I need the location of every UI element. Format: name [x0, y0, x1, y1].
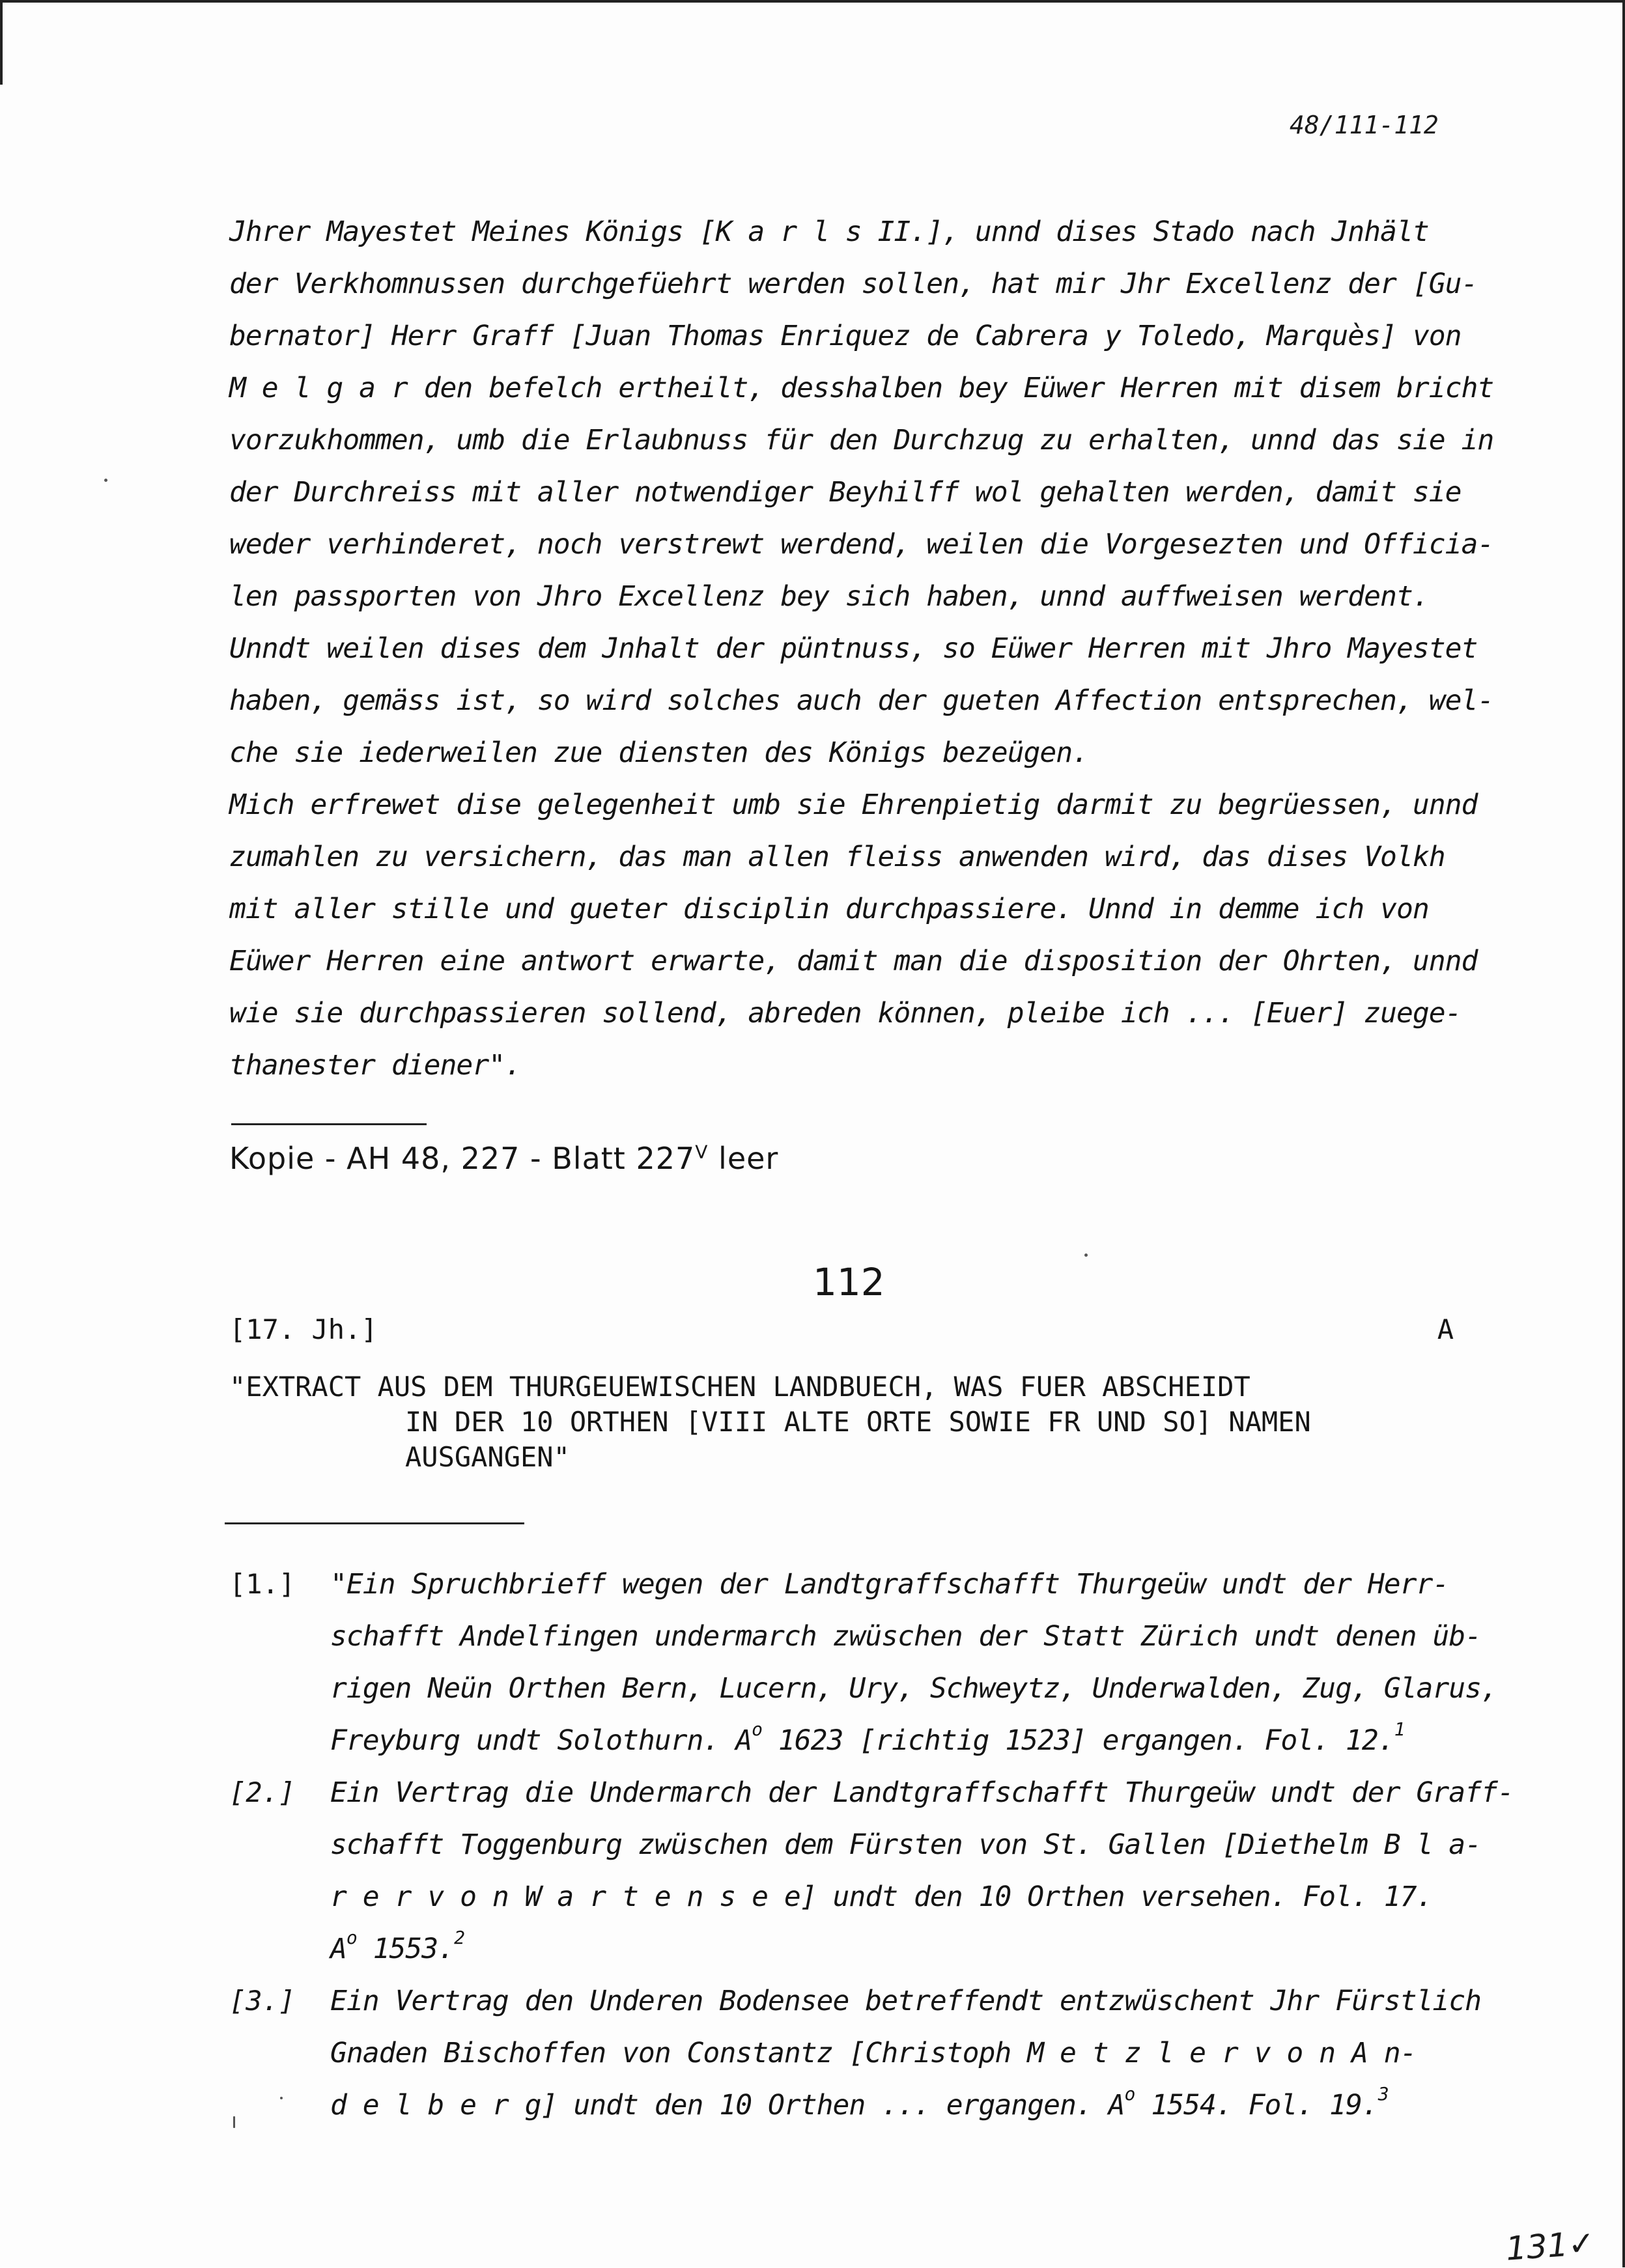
separator-rule: [231, 1123, 427, 1125]
body-line: weder verhinderet, noch verstrewt werdend, weilen die Vorgesezten und Officia-: [229, 528, 1494, 561]
list-item: [229, 1767, 1532, 1819]
body-line: M e l g a r den befelch ertheilt, desshalben bey Eüwer Herren mit disem bricht: [229, 372, 1494, 404]
date-line: [229, 1313, 1454, 1345]
item-last-line: [330, 1923, 464, 1975]
scan-speck: [233, 2116, 235, 2128]
item-last-text: A: [330, 1933, 346, 1965]
list-item: [229, 1558, 1532, 1610]
item-line-text: rigen Neün Orthen Bern, Lucern, Ury, Schweytz, Underwalden, Zug, Glarus,: [330, 1672, 1497, 1705]
body-line: der Durchreiss mit aller notwendiger Beyhilff wol gehalten werden, damit sie: [229, 476, 1462, 509]
item-last-rest: 1553.: [356, 1933, 455, 1965]
body-line: Eüwer Herren eine antwort erwarte, damit man die disposition der Ohrten, unnd: [229, 945, 1478, 977]
anno-superscript: o: [346, 1927, 357, 1948]
body-line: bernator] Herr Graff [Juan Thomas Enriquez de Cabrera y Toledo, Marquès] von: [229, 320, 1462, 352]
scan-speck: [280, 2097, 283, 2099]
list-item: [229, 1975, 1532, 2027]
folio-reference: 48/111-112: [1290, 111, 1439, 139]
document-title: [229, 1369, 1311, 1475]
body-line: vorzukhommen, umb die Erlaubnuss für den Durchzug zu erhalten, unnd das sie in: [229, 424, 1494, 456]
item-last-line: [330, 1715, 1404, 1767]
title-line: IN DER 10 ORTHEN [VIII ALTE ORTE SOWIE FR UND SO] NAMEN: [405, 1406, 1311, 1438]
footnote-marker: 2: [454, 1927, 464, 1948]
body-line: Jhrer Mayestet Meines Königs [K a r l s II.], unnd dises Stado nach Jnhält: [229, 216, 1429, 248]
item-number: [3.]: [229, 1985, 296, 2017]
scan-border-left: [0, 0, 3, 85]
item-number: [1.]: [229, 1568, 296, 1600]
list-item-line: [229, 2027, 1532, 2079]
item-line-text: "Ein Spruchbrieff wegen der Landtgraffschafft Thurgeüw undt der Herr-: [330, 1568, 1449, 1601]
body-line: haben, gemäss ist, so wird solches auch der gueten Affection entsprechen, wel-: [229, 684, 1494, 717]
item-line-text: Ein Vertrag die Undermarch der Landtgraffschafft Thurgeüw undt der Graff-: [330, 1776, 1514, 1809]
footnote-marker: 3: [1378, 2083, 1389, 2105]
body-line: der Verkhomnussen durchgefüehrt werden sollen, hat mir Jhr Excellenz der [Gu-: [229, 268, 1478, 300]
document-date: [17. Jh.]: [229, 1313, 378, 1345]
scan-border-right: [1622, 0, 1625, 2267]
source-text: Kopie - AH 48, 227 - Blatt 227: [229, 1141, 696, 1176]
item-last-text: d e l b e r g] undt den 10 Orthen ... ergangen. A: [330, 2089, 1125, 2121]
footnote-marker: 1: [1394, 1718, 1405, 1740]
list-item-line: [229, 1871, 1532, 1923]
separator-rule: [225, 1522, 524, 1524]
letter-body: [229, 206, 1532, 1091]
list-item-line: [229, 1662, 1532, 1715]
source-superscript: V: [695, 1141, 709, 1163]
item-last-text: Freyburg undt Solothurn. A: [330, 1724, 752, 1757]
scan-border-top: [0, 0, 1625, 3]
body-line: che sie iederweilen zue diensten des Königs bezeügen.: [229, 736, 1089, 769]
item-last-line: [330, 2079, 1389, 2131]
scan-speck: [1084, 1253, 1088, 1257]
body-line: thanester diener".: [229, 1049, 521, 1082]
entry-list: [229, 1558, 1532, 2131]
item-line-text: r e r v o n W a r t e n s e e] undt den 10 Orthen versehen. Fol. 17.: [330, 1881, 1433, 1913]
body-line: zumahlen zu versichern, das man allen fleiss anwenden wird, das dises Volkh: [229, 841, 1445, 873]
anno-superscript: o: [752, 1718, 762, 1740]
source-suffix: leer: [708, 1141, 779, 1176]
body-line: mit aller stille und gueter disciplin durchpassiere. Unnd in demme ich von: [229, 893, 1429, 925]
list-item-line: [229, 1715, 1532, 1767]
list-item-line: [229, 1923, 1532, 1975]
document-number: 112: [813, 1260, 885, 1304]
item-line-text: schafft Andelfingen undermarch zwüschen der Statt Zürich undt denen üb-: [330, 1620, 1482, 1653]
body-line: wie sie durchpassieren sollend, abreden können, pleibe ich ... [Euer] zuege-: [229, 997, 1462, 1029]
item-last-rest: 1623 [richtig 1523] ergangen. Fol. 12.: [761, 1724, 1394, 1757]
item-line-text: schafft Toggenburg zwüschen dem Fürsten von St. Gallen [Diethelm B l a-: [330, 1828, 1482, 1861]
handwritten-page-stamp: 131✓: [1505, 2224, 1597, 2268]
item-line-text: Ein Vertrag den Underen Bodensee betreffendt entzwüschent Jhr Fürstlich: [330, 1985, 1482, 2017]
body-line: Mich erfrewet dise gelegenheit umb sie Ehrenpietig darmit zu begrüessen, unnd: [229, 789, 1478, 821]
item-number: [2.]: [229, 1776, 296, 1808]
list-item-line: [229, 1819, 1532, 1871]
title-line: "EXTRACT AUS DEM THURGEUEWISCHEN LANDBUECH, WAS FUER ABSCHEIDT: [229, 1371, 1251, 1403]
body-line: len passporten von Jhro Excellenz bey sich haben, unnd auffweisen werdent.: [229, 580, 1429, 613]
scan-speck: [104, 479, 107, 482]
item-last-rest: 1554. Fol. 19.: [1135, 2089, 1378, 2121]
document-letter: A: [1437, 1313, 1454, 1345]
list-item-line: [229, 1610, 1532, 1662]
body-line: Unndt weilen dises dem Jnhalt der püntnuss, so Eüwer Herren mit Jhro Mayestet: [229, 632, 1478, 665]
source-note: [229, 1141, 778, 1176]
item-line-text: Gnaden Bischoffen von Constantz [Christoph M e t z l e r v o n A n-: [330, 2037, 1417, 2069]
anno-superscript: o: [1124, 2083, 1135, 2105]
list-item-line: [229, 2079, 1532, 2131]
title-line: AUSGANGEN": [405, 1441, 570, 1473]
